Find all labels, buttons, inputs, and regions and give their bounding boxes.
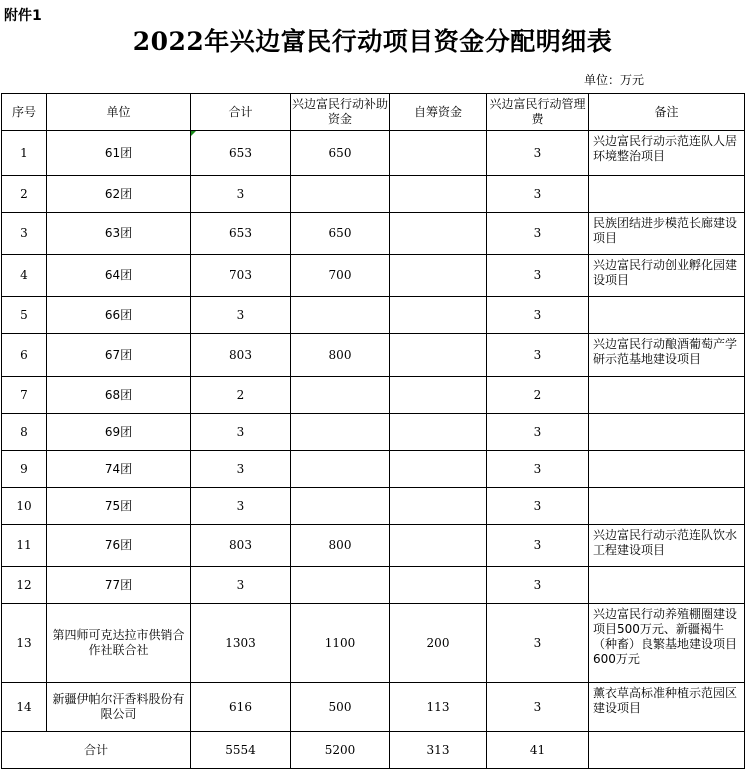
table-row xyxy=(2,488,745,525)
total-note xyxy=(589,732,745,769)
cell-mgmt-fee: 3 xyxy=(487,131,589,176)
cell-note: 民族团结进步模范长廊建设项目 xyxy=(589,213,745,255)
allocation-table xyxy=(1,93,745,769)
cell-self-raised xyxy=(390,525,487,567)
cell-seq: 3 xyxy=(2,213,47,255)
table-row xyxy=(2,683,745,732)
cell-self-raised xyxy=(390,567,487,604)
cell-subsidy: 500 xyxy=(291,683,390,732)
cell-subsidy: 650 xyxy=(291,213,390,255)
cell-total: 803 xyxy=(191,525,291,567)
total-mgmt-fee: 41 xyxy=(487,732,589,769)
table-row xyxy=(2,414,745,451)
table-row xyxy=(2,297,745,334)
cell-seq: 8 xyxy=(2,414,47,451)
cell-note xyxy=(589,414,745,451)
cell-total: 3 xyxy=(191,414,291,451)
cell-unit: 新疆伊帕尔汗香料股份有限公司 xyxy=(47,683,191,732)
cell-note xyxy=(589,567,745,604)
cell-mgmt-fee: 3 xyxy=(487,176,589,213)
cell-unit: 62团 xyxy=(47,176,191,213)
cell-mgmt-fee: 3 xyxy=(487,488,589,525)
cell-note xyxy=(589,297,745,334)
cell-seq: 14 xyxy=(2,683,47,732)
cell-seq: 6 xyxy=(2,334,47,377)
cell-self-raised: 113 xyxy=(390,683,487,732)
cell-self-raised xyxy=(390,451,487,488)
cell-subsidy xyxy=(291,176,390,213)
cell-subsidy xyxy=(291,377,390,414)
cell-mgmt-fee: 3 xyxy=(487,567,589,604)
cell-total: 653 xyxy=(191,213,291,255)
cell-note xyxy=(589,488,745,525)
total-row xyxy=(2,732,745,769)
table-row xyxy=(2,213,745,255)
table-row xyxy=(2,451,745,488)
cell-subsidy xyxy=(291,414,390,451)
attachment-label: 附件1 xyxy=(4,8,42,24)
total-subsidy: 5200 xyxy=(291,732,390,769)
cell-self-raised xyxy=(390,176,487,213)
table-row xyxy=(2,334,745,377)
cell-seq: 2 xyxy=(2,176,47,213)
header-row xyxy=(2,94,745,131)
total-total: 5554 xyxy=(191,732,291,769)
cell-seq: 13 xyxy=(2,604,47,683)
cell-mgmt-fee: 3 xyxy=(487,213,589,255)
cell-unit: 68团 xyxy=(47,377,191,414)
cell-total: 2 xyxy=(191,377,291,414)
cell-unit: 69团 xyxy=(47,414,191,451)
cell-note: 薰衣草高标准种植示范园区建设项目 xyxy=(589,683,745,732)
cell-total: 3 xyxy=(191,488,291,525)
table-row xyxy=(2,377,745,414)
cell-self-raised xyxy=(390,488,487,525)
cell-unit: 67团 xyxy=(47,334,191,377)
cell-mgmt-fee: 3 xyxy=(487,414,589,451)
cell-self-raised xyxy=(390,297,487,334)
cell-mgmt-fee: 3 xyxy=(487,604,589,683)
cell-total: 3 xyxy=(191,297,291,334)
header-subsidy: 兴边富民行动补助资金 xyxy=(291,94,390,131)
cell-mgmt-fee: 3 xyxy=(487,255,589,297)
table-row xyxy=(2,131,745,176)
cell-mgmt-fee: 3 xyxy=(487,525,589,567)
cell-seq: 7 xyxy=(2,377,47,414)
cell-subsidy xyxy=(291,567,390,604)
cell-subsidy: 1100 xyxy=(291,604,390,683)
cell-note xyxy=(589,451,745,488)
page-title: 2022年兴边富民行动项目资金分配明细表 xyxy=(132,27,613,56)
cell-seq: 11 xyxy=(2,525,47,567)
total-label: 合计 xyxy=(2,732,191,769)
header-mgmt-fee: 兴边富民行动管理费 xyxy=(487,94,589,131)
cell-unit: 63团 xyxy=(47,213,191,255)
cell-mgmt-fee: 3 xyxy=(487,683,589,732)
cell-total: 3 xyxy=(191,176,291,213)
cell-mgmt-fee: 3 xyxy=(487,451,589,488)
cell-total: 803 xyxy=(191,334,291,377)
cell-self-raised xyxy=(390,213,487,255)
table-row xyxy=(2,255,745,297)
header-total: 合计 xyxy=(191,94,291,131)
cell-note: 兴边富民行动示范连队人居环境整治项目 xyxy=(589,131,745,176)
cell-subsidy: 700 xyxy=(291,255,390,297)
table-row xyxy=(2,567,745,604)
cell-unit: 77团 xyxy=(47,567,191,604)
cell-mgmt-fee: 3 xyxy=(487,297,589,334)
cell-mgmt-fee: 3 xyxy=(487,334,589,377)
table-row xyxy=(2,604,745,683)
cell-total: 1303 xyxy=(191,604,291,683)
cell-subsidy: 650 xyxy=(291,131,390,176)
cell-subsidy: 800 xyxy=(291,334,390,377)
header-unit: 单位 xyxy=(47,94,191,131)
cell-total: 3 xyxy=(191,451,291,488)
cell-self-raised xyxy=(390,377,487,414)
cell-mgmt-fee: 2 xyxy=(487,377,589,414)
cell-unit: 75团 xyxy=(47,488,191,525)
unit-label: 单位：万元 xyxy=(584,73,645,87)
cell-unit: 66团 xyxy=(47,297,191,334)
cell-seq: 9 xyxy=(2,451,47,488)
cell-unit: 第四师可克达拉市供销合作社联合社 xyxy=(47,604,191,683)
cell-self-raised xyxy=(390,255,487,297)
cell-seq: 10 xyxy=(2,488,47,525)
cell-self-raised xyxy=(390,131,487,176)
cell-note: 兴边富民行动养殖棚圈建设项目500万元、新疆褐牛（种畜）良繁基地建设项目600万元 xyxy=(589,604,745,683)
cell-seq: 5 xyxy=(2,297,47,334)
cell-note xyxy=(589,377,745,414)
table-row xyxy=(2,525,745,567)
cell-self-raised xyxy=(390,414,487,451)
cell-total: 3 xyxy=(191,567,291,604)
cell-seq: 4 xyxy=(2,255,47,297)
cell-subsidy xyxy=(291,297,390,334)
cell-subsidy: 800 xyxy=(291,525,390,567)
cell-unit: 64团 xyxy=(47,255,191,297)
cell-total: 616 xyxy=(191,683,291,732)
total-self-raised: 313 xyxy=(390,732,487,769)
table-row xyxy=(2,176,745,213)
header-self-raised: 自筹资金 xyxy=(390,94,487,131)
cell-unit: 76团 xyxy=(47,525,191,567)
cell-self-raised: 200 xyxy=(390,604,487,683)
header-seq: 序号 xyxy=(2,94,47,131)
cell-note: 兴边富民行动创业孵化园建设项目 xyxy=(589,255,745,297)
cell-unit: 74团 xyxy=(47,451,191,488)
cell-note xyxy=(589,176,745,213)
cell-subsidy xyxy=(291,488,390,525)
cell-total: 703 xyxy=(191,255,291,297)
cell-seq: 12 xyxy=(2,567,47,604)
cell-unit: 61团 xyxy=(47,131,191,176)
header-note: 备注 xyxy=(589,94,745,131)
cell-note: 兴边富民行动示范连队饮水工程建设项目 xyxy=(589,525,745,567)
cell-total: 653 xyxy=(191,131,291,176)
cell-self-raised xyxy=(390,334,487,377)
cell-subsidy xyxy=(291,451,390,488)
cell-seq: 1 xyxy=(2,131,47,176)
cell-note: 兴边富民行动酿酒葡萄产学研示范基地建设项目 xyxy=(589,334,745,377)
